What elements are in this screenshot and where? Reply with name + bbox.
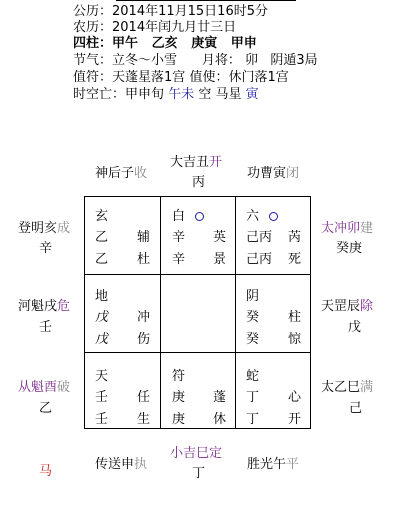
outer-tag: 闭 <box>286 166 300 181</box>
outer-label: 天罡辰 <box>321 299 361 314</box>
palace-7-r1b: 任 <box>137 390 151 405</box>
palace-god-char: 白 <box>172 209 186 224</box>
palace-6-god: 阴 <box>246 289 260 304</box>
palace-7-god: 天 <box>95 369 109 384</box>
sizhu-row <box>73 37 257 51</box>
palace-1-r2a: 乙 <box>95 252 109 267</box>
palace-9-god: 蛇 <box>246 369 260 384</box>
outer-top-mid-stem: 丙 <box>192 175 206 190</box>
gongli-row <box>73 5 268 19</box>
palace-2-r2a: 辛 <box>172 252 186 267</box>
palace-3-god <box>246 210 278 223</box>
palace-1-r1a: 乙 <box>95 230 109 245</box>
nongli-label: 农历： <box>73 20 113 35</box>
outer-left-top <box>18 222 70 235</box>
outer-label: 小吉巳 <box>170 446 210 461</box>
palace-9-r2b: 开 <box>288 412 302 427</box>
outer-top-left <box>95 167 147 180</box>
sjk-label: 时空亡： <box>73 87 126 102</box>
jieqi-value: 立冬～小雪 <box>112 53 178 68</box>
nongli-value: 2014年闰九月廿三日 <box>112 20 237 35</box>
palace-8-r1a: 庚 <box>172 390 186 405</box>
outer-tag: 成 <box>57 221 71 236</box>
outer-right-top <box>321 222 373 235</box>
zhifu-label: 值符： <box>73 70 113 85</box>
palace-4-r2b: 伤 <box>137 332 151 347</box>
outer-tag: 定 <box>209 446 223 461</box>
palace-6-r2a: 癸 <box>246 332 260 347</box>
outer-label: 登明亥 <box>18 221 58 236</box>
outer-left-mid <box>18 300 70 313</box>
palace-8-god: 符 <box>172 369 186 384</box>
grid-hline <box>85 352 310 353</box>
sjk-ma-label: 马星 <box>215 87 242 102</box>
dun-value: 阴遁3局 <box>270 53 318 68</box>
sizhu-month: 乙亥 <box>151 36 178 51</box>
palace-7-r2b: 生 <box>137 412 151 427</box>
grid-hline <box>85 274 310 275</box>
outer-tag: 开 <box>209 155 223 170</box>
outer-right-bot <box>321 381 373 394</box>
sizhu-hour: 甲申 <box>230 36 257 51</box>
outer-tag: 平 <box>286 457 300 472</box>
sizhu-label: 四柱： <box>73 36 113 51</box>
outer-tag: 满 <box>360 380 374 395</box>
palace-6-r1b: 柱 <box>288 310 302 325</box>
outer-right-mid-stem: 戊 <box>348 320 362 335</box>
palace-1-god: 玄 <box>95 209 109 224</box>
circle-marker-icon <box>195 212 204 221</box>
zhifu-value: 天蓬星落1宫 <box>112 70 186 85</box>
palace-god-char: 六 <box>246 209 260 224</box>
palace-4-r1b: 冲 <box>137 310 151 325</box>
palace-3-r1b: 芮 <box>288 230 302 245</box>
grid-vline <box>160 197 161 428</box>
palace-9-r1b: 心 <box>288 390 302 405</box>
outer-label: 大吉丑 <box>170 155 210 170</box>
top-rule <box>116 0 296 1</box>
outer-tag: 执 <box>134 457 148 472</box>
outer-bot-mid <box>170 447 222 460</box>
zhifu-row <box>73 71 289 85</box>
palace-6-r2b: 惊 <box>288 332 302 347</box>
palace-9-r1a: 丁 <box>246 390 260 405</box>
grid-vline <box>235 197 236 428</box>
sizhu-year: 甲午 <box>112 36 139 51</box>
zhishi-value: 休门落1宫 <box>228 70 289 85</box>
outer-left-bot <box>18 381 70 394</box>
outer-bot-mid-stem: 丁 <box>192 466 206 481</box>
outer-top-mid <box>170 156 222 169</box>
palace-2-r2b: 景 <box>213 252 227 267</box>
outer-tag: 破 <box>57 380 71 395</box>
outer-label: 功曹寅 <box>247 166 287 181</box>
outer-tag: 危 <box>57 299 71 314</box>
palace-4-r2a: 戊 <box>95 332 109 347</box>
outer-label: 太乙巳 <box>321 380 361 395</box>
palace-2-r1a: 辛 <box>172 230 186 245</box>
palace-2-god <box>172 210 204 223</box>
outer-bot-left <box>95 458 147 471</box>
palace-9-r2a: 丁 <box>246 412 260 427</box>
nongli-row <box>73 21 236 35</box>
jieqi-row <box>73 54 318 68</box>
palace-3-r2b: 死 <box>288 252 302 267</box>
palace-6-r1a: 癸 <box>246 310 260 325</box>
outer-label: 胜光午 <box>247 457 287 472</box>
sjk-prefix: 甲申旬 <box>125 87 165 102</box>
ma-marker: 马 <box>39 464 53 479</box>
palace-1-r2b: 杜 <box>137 252 151 267</box>
palace-3-r2a: 己丙 <box>246 252 273 267</box>
palace-4-r1a: 戊 <box>95 310 109 325</box>
jieqi-label: 节气： <box>73 53 113 68</box>
gongli-label: 公历： <box>73 4 113 19</box>
nine-palace-grid <box>84 196 311 429</box>
outer-right-bot-stem: 己 <box>349 401 363 416</box>
outer-tag: 建 <box>360 221 374 236</box>
sizhu-day: 庚寅 <box>191 36 218 51</box>
outer-tag: 除 <box>360 299 374 314</box>
palace-1-r1b: 辅 <box>137 230 151 245</box>
outer-bot-right <box>247 458 299 471</box>
outer-right-mid <box>321 300 373 313</box>
palace-7-r1a: 壬 <box>95 390 109 405</box>
palace-3-r1a: 己丙 <box>246 230 273 245</box>
outer-label: 太冲卯 <box>321 221 361 236</box>
outer-label: 河魁戌 <box>18 299 58 314</box>
sjk-row <box>73 88 259 102</box>
outer-label: 从魁酉 <box>18 380 58 395</box>
palace-8-r2b: 休 <box>213 412 227 427</box>
outer-label: 传送申 <box>95 457 135 472</box>
sjk-kong: 午未 <box>168 87 195 102</box>
outer-right-top-stem: 癸庚 <box>336 241 363 256</box>
sjk-kong-label: 空 <box>198 87 212 102</box>
outer-left-bot-stem: 乙 <box>39 401 53 416</box>
gongli-value: 2014年11月15日16时5分 <box>112 4 268 19</box>
outer-left-mid-stem: 壬 <box>39 320 53 335</box>
outer-tag: 收 <box>134 166 148 181</box>
palace-8-r2a: 庚 <box>172 412 186 427</box>
palace-7-r2a: 壬 <box>95 412 109 427</box>
palace-4-god: 地 <box>95 289 109 304</box>
sjk-ma: 寅 <box>245 87 259 102</box>
jiang-value: 卯 <box>244 53 258 68</box>
palace-8-r1b: 蓬 <box>213 390 227 405</box>
circle-marker-icon <box>269 212 278 221</box>
outer-left-top-stem: 辛 <box>39 241 53 256</box>
zhishi-label: 值使： <box>189 70 229 85</box>
palace-2-r1b: 英 <box>213 230 227 245</box>
outer-label: 神后子 <box>95 166 135 181</box>
outer-top-right <box>247 167 299 180</box>
jiang-label: 月将： <box>201 53 241 68</box>
